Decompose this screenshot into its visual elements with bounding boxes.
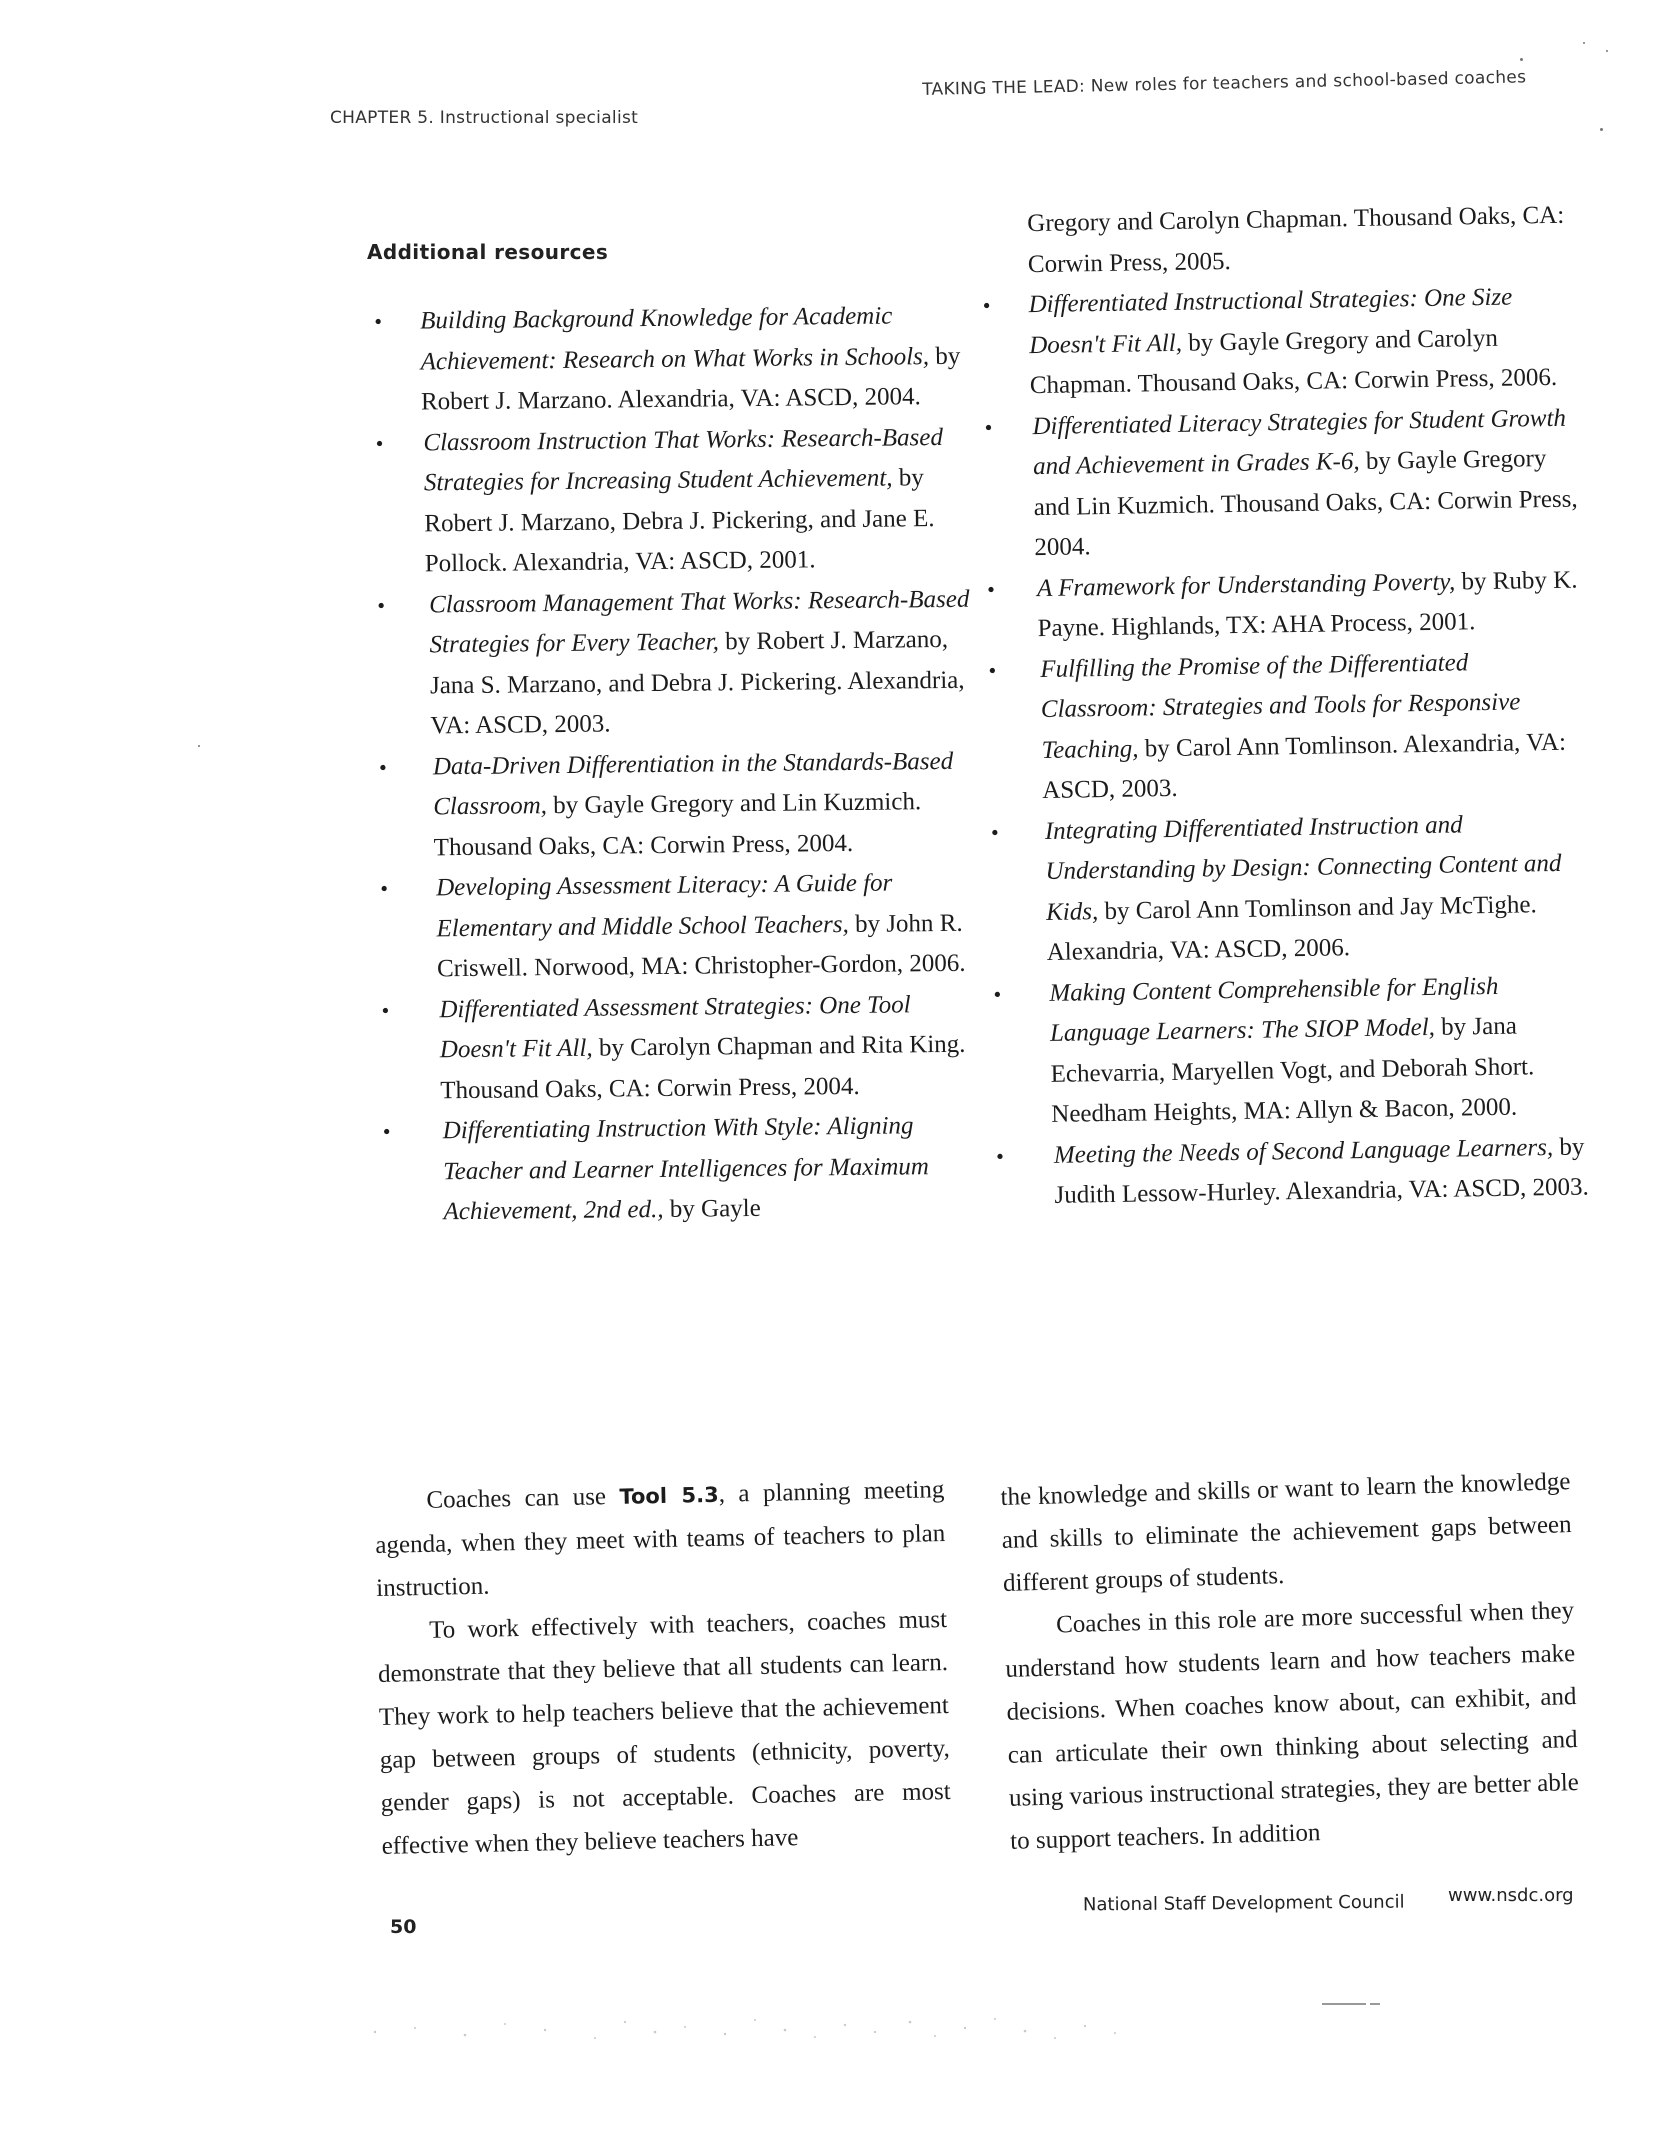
reference-details: by Gayle: [663, 1194, 761, 1223]
body-paragraph: Coaches in this role are more successful when they understand how students learn and how teachers make decisions. When coaches know about, can exhibit, and can articulate their own thinking about selecting and using various instructional strategies, they are better able to support teachers. In addition: [1005, 1597, 1580, 1855]
reference-title: Differentiated Literacy Strategies for Student Growth and Achievement in Grades K-6,: [1032, 404, 1567, 481]
scan-noise-artifact: [355, 2010, 1135, 2050]
reference-item: [376, 1106, 977, 1234]
reference-title: Classroom Management That Works: Research-Based Strategies for Every Teacher,: [429, 585, 970, 659]
footer-organization: National Staff Development Council: [1082, 1891, 1405, 1916]
reference-details: by Jana Echevarria, Maryellen Vogt, and Deborah Short. Needham Heights, MA: Allyn & Bacon, 2000.: [1050, 1012, 1535, 1128]
reference-details: by Robert J. Marzano. Alexandria, VA: ASCD, 2004.: [420, 342, 961, 416]
bullet-icon: •: [990, 819, 999, 845]
reference-details: by Carol Ann Tomlinson. Alexandria, VA: ASCD, 2003.: [1041, 728, 1567, 805]
bullet-icon: •: [374, 308, 383, 334]
reference-details: by Gayle Gregory and Lin Kuzmich. Thousand Oaks, CA: Corwin Press, 2004.: [1033, 445, 1578, 562]
reference-title: Differentiated Instructional Strategies: One Size Doesn't Fit All,: [1028, 283, 1513, 359]
reference-item: [976, 277, 1578, 408]
body-paragraph: the knowledge and skills or want to learn the knowledge and skills to eliminate the achievement gaps between different groups of students.: [1000, 1468, 1572, 1597]
reference-item: [373, 741, 974, 869]
bullet-icon: •: [982, 292, 991, 318]
reference-title: Developing Assessment Literacy: A Guide for Elementary and Middle School Teachers,: [435, 869, 893, 942]
body-paragraph: To work effectively with teachers, coaches must demonstrate that they believe that all students can learn. They work to help teachers believe that the achievement gap between groups of students (ethnicity, poverty, gender gaps) is not acceptable. Coaches are most effective when they believe teachers have: [377, 1606, 951, 1860]
reference-item: [990, 1127, 1591, 1217]
reference-details: by Gayle Gregory and Carolyn Chapman. Thousand Oaks, CA: Corwin Press, 2006.: [1029, 324, 1558, 400]
reference-title: Differentiating Instruction With Style: Aligning Teacher and Learner Intelligences for Maximum Achievement, 2nd ed.,: [442, 1112, 930, 1226]
reference-details: by Robert J. Marzano, Jana S. Marzano, and Debra J. Pickering. Alexandria, VA: ASCD, 2003.: [429, 625, 965, 740]
reference-item: [985, 803, 1587, 974]
running-header-book-title: TAKING THE LEAD: New roles for teachers and school-based coaches: [922, 67, 1527, 100]
reference-details: by Carolyn Chapman and Rita King. Thousand Oaks, CA: Corwin Press, 2004.: [440, 1030, 966, 1104]
scan-speck: [1322, 2003, 1366, 2005]
reference-title: Fulfilling the Promise of the Differentiated Classroom: Strategies and Tools for Responsive Teaching,: [1040, 648, 1521, 764]
reference-details: by Judith Lessow-Hurley. Alexandria, VA: ASCD, 2003.: [1054, 1133, 1589, 1209]
bullet-icon: •: [375, 430, 384, 456]
reference-title: A Framework for Understanding Poverty,: [1036, 568, 1456, 602]
bullet-icon: •: [995, 1143, 1004, 1169]
reference-item: [978, 398, 1580, 569]
reference-title: Classroom Instruction That Works: Research-Based Strategies for Increasing Student Achievement,: [423, 423, 944, 497]
body-text-right-column: [1000, 1460, 1581, 1863]
section-heading: Additional resources: [367, 240, 609, 264]
bullet-icon: •: [988, 657, 997, 683]
left-reference-column: [368, 296, 978, 1234]
reference-item: [369, 417, 971, 585]
reference-item: [375, 984, 976, 1112]
scan-speck: [1370, 2003, 1380, 2005]
bullet-icon: •: [378, 754, 387, 780]
body-paragraph: [374, 1468, 947, 1610]
reference-item: [981, 560, 1582, 650]
right-reference-column: [975, 196, 1591, 1218]
bullet-icon: •: [377, 592, 386, 618]
right-reference-list: [976, 277, 1591, 1218]
body-text-left-column: [374, 1468, 952, 1868]
paragraph-text: Coaches can use: [426, 1482, 620, 1514]
bullet-icon: •: [382, 1118, 391, 1144]
bullet-icon: •: [380, 875, 389, 901]
reference-item: [987, 965, 1589, 1136]
scan-speck: [1520, 58, 1523, 61]
bullet-icon: •: [986, 576, 996, 602]
paragraph-text: , a planning meeting agenda, when they meet with teams of teachers to plan instruction.: [375, 1476, 946, 1602]
scan-speck: [198, 745, 200, 747]
tool-reference: Tool 5.3: [619, 1482, 719, 1509]
reference-item: [374, 863, 975, 991]
reference-item: [368, 296, 969, 424]
reference-title: Meeting the Needs of Second Language Learners,: [1053, 1133, 1554, 1169]
running-header-chapter: CHAPTER 5. Instructional specialist: [330, 108, 639, 128]
reference-details: by Ruby K. Payne. Highlands, TX: AHA Process, 2001.: [1037, 566, 1578, 643]
reference-title: Data-Driven Differentiation in the Standards-Based Classroom,: [432, 747, 954, 821]
reference-details: by Carol Ann Tomlinson and Jay McTighe. Alexandria, VA: ASCD, 2006.: [1046, 890, 1537, 966]
scan-speck: [1583, 42, 1585, 44]
reference-item: [371, 579, 973, 747]
reference-continuation: Gregory and Carolyn Chapman. Thousand Oaks, CA: Corwin Press, 2005.: [1027, 201, 1565, 278]
bullet-icon: •: [381, 997, 390, 1023]
reference-title: Differentiated Assessment Strategies: One Tool Doesn't Fit All,: [439, 990, 911, 1064]
page-number: 50: [390, 1916, 417, 1938]
left-reference-list: [368, 296, 978, 1234]
reference-title: Integrating Differentiated Instruction and Understanding by Design: Connecting Content and Kids,: [1044, 810, 1562, 926]
reference-details: by John R. Criswell. Norwood, MA: Christopher-Gordon, 2006.: [436, 909, 966, 983]
bullet-icon: •: [993, 981, 1002, 1007]
reference-title: Building Background Knowledge for Academic Achievement: Research on What Works in Schools,: [420, 302, 930, 375]
footer-website: www.nsdc.org: [1448, 1885, 1574, 1906]
reference-details: by Robert J. Marzano, Debra J. Pickering, and Jane E. Pollock. Alexandria, VA: ASCD, 2001.: [424, 464, 935, 578]
reference-item: [982, 641, 1584, 812]
scan-speck: [1606, 50, 1608, 52]
reference-title: Making Content Comprehensible for English Language Learners: The SIOP Model,: [1049, 972, 1499, 1047]
scan-speck: [1600, 128, 1603, 131]
reference-details: by Gayle Gregory and Lin Kuzmich. Thousand Oaks, CA: Corwin Press, 2004.: [433, 788, 922, 861]
bullet-icon: •: [984, 414, 993, 440]
